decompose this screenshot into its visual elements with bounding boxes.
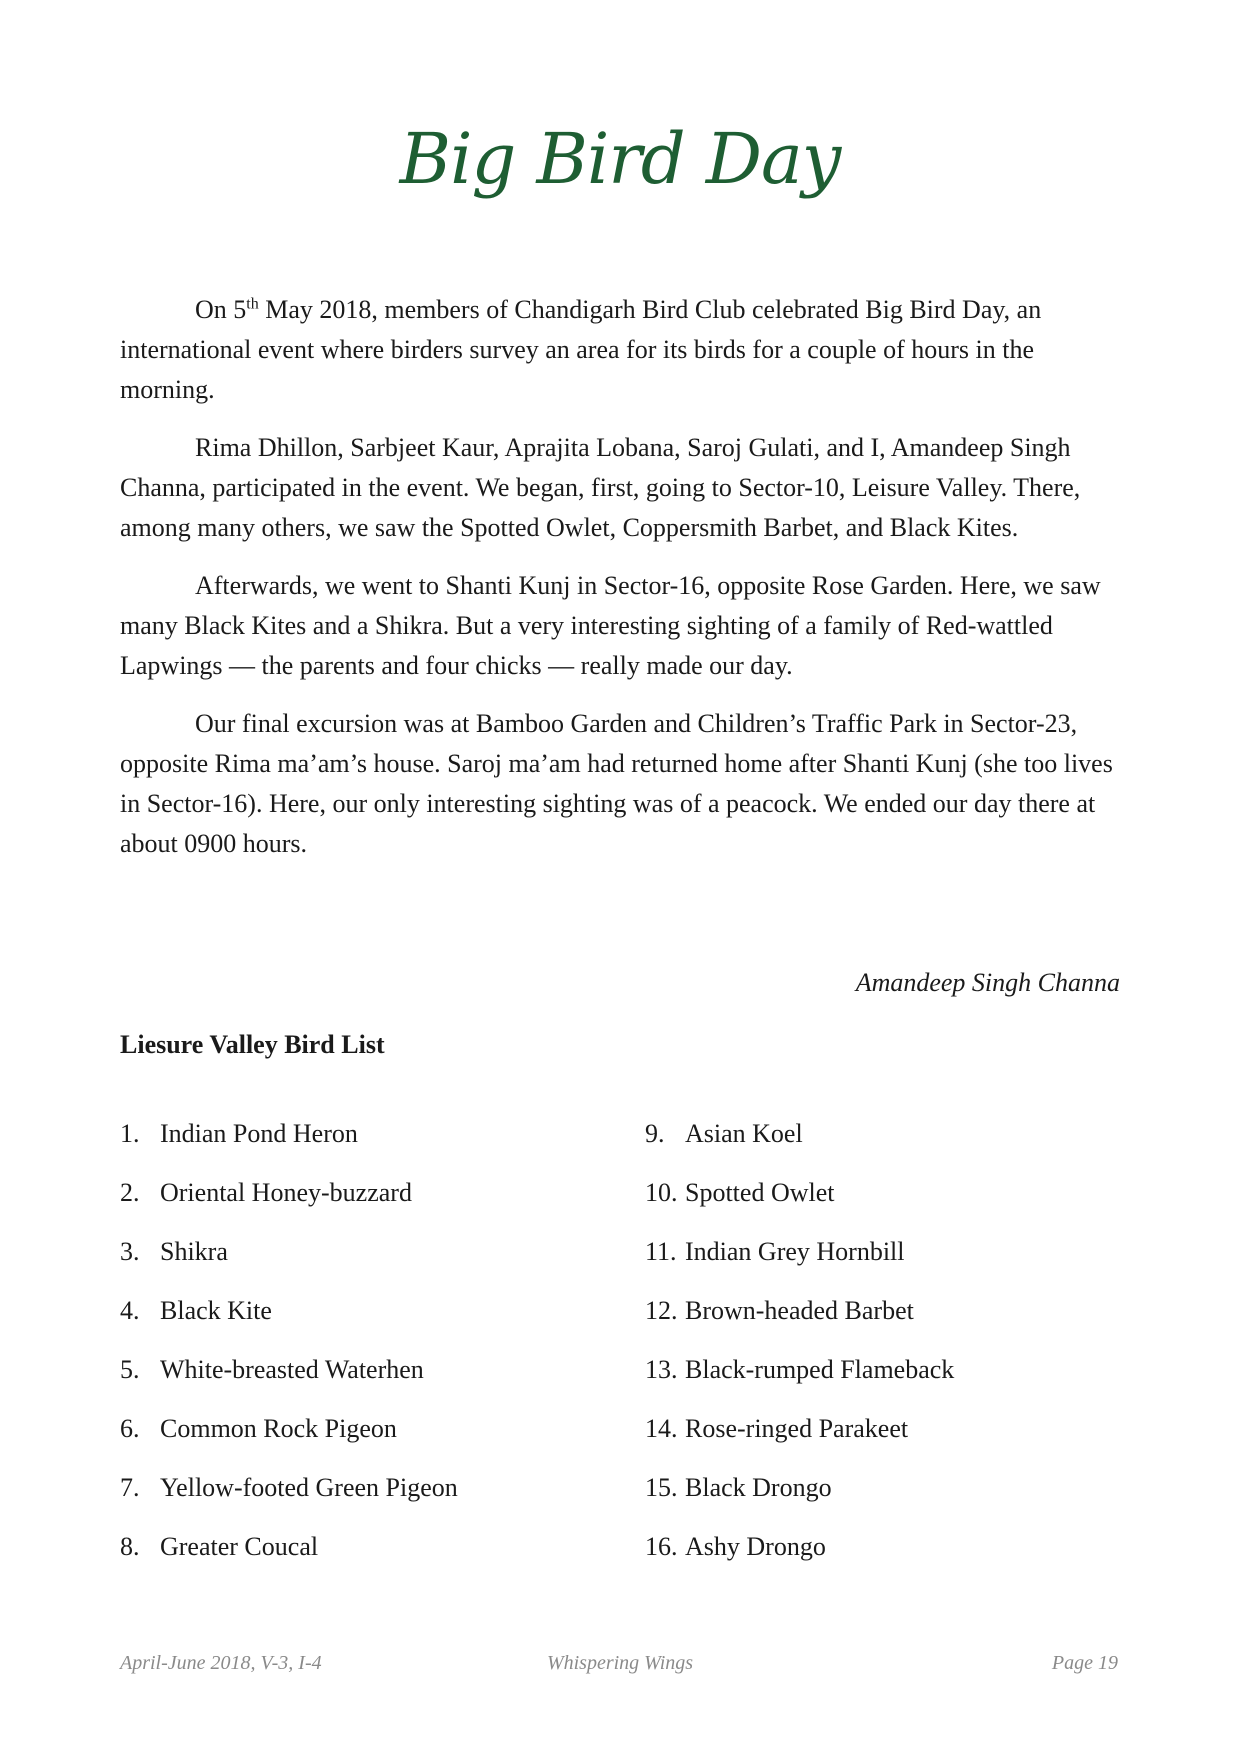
bird-list-left-column (120, 1114, 458, 1586)
list-item-name: Black Kite (160, 1296, 272, 1325)
list-item-name: Yellow-footed Green Pigeon (160, 1473, 458, 1502)
list-item-name: Common Rock Pigeon (160, 1414, 397, 1443)
list-item-number: 8. (120, 1532, 140, 1561)
list-item-number: 6. (120, 1414, 140, 1443)
list-item-name: Asian Koel (685, 1119, 803, 1148)
list-item (645, 1291, 954, 1350)
article-body (120, 290, 1120, 882)
list-item (120, 1114, 458, 1173)
list-item-number: 12. (645, 1296, 678, 1325)
list-item-name: Spotted Owlet (685, 1178, 835, 1207)
list-item-name: Ashy Drongo (685, 1532, 826, 1561)
paragraph-1 (120, 290, 1120, 410)
paragraph-1-start: On 5 (195, 295, 247, 324)
list-item (645, 1114, 954, 1173)
list-item-number: 1. (120, 1119, 140, 1148)
list-item-number: 9. (645, 1119, 665, 1148)
list-item (120, 1232, 458, 1291)
list-item-number: 5. (120, 1355, 140, 1384)
list-item-name: Greater Coucal (160, 1532, 319, 1561)
list-item (120, 1409, 458, 1468)
list-item (120, 1173, 458, 1232)
list-item-number: 4. (120, 1296, 140, 1325)
footer-page-number: Page 19 (1051, 1652, 1118, 1674)
paragraph-3: Afterwards, we went to Shanti Kunj in Sector-16, opposite Rose Garden. Here, we saw many Black Kites and a Shikra. But a very interesting sighting of a family of Red-wattled Lapwings — the parents and four chicks — really made our day. (120, 571, 1101, 680)
author-signature: Amandeep Singh Channa (855, 968, 1120, 997)
list-item (645, 1527, 954, 1586)
list-item-number: 10. (645, 1178, 678, 1207)
list-item-name: Oriental Honey-buzzard (160, 1178, 412, 1207)
list-item-number: 2. (120, 1178, 140, 1207)
list-item-name: Indian Pond Heron (160, 1119, 358, 1148)
list-item (120, 1527, 458, 1586)
ordinal-suffix: th (246, 295, 259, 313)
list-item-number: 14. (645, 1414, 678, 1443)
list-item (645, 1173, 954, 1232)
paragraph-1-rest: May 2018, members of Chandigarh Bird Club celebrated Big Bird Day, an international event where birders survey an area for its birds for a couple of hours in the morning. (120, 295, 1042, 404)
list-item-number: 7. (120, 1473, 140, 1502)
list-item-number: 16. (645, 1532, 678, 1561)
footer-issue: April-June 2018, V-3, I-4 (120, 1652, 322, 1674)
list-item (120, 1350, 458, 1409)
list-item-name: Indian Grey Hornbill (685, 1237, 905, 1266)
list-item-name: Black-rumped Flameback (685, 1355, 955, 1384)
page-title: Big Bird Day (399, 118, 841, 200)
list-item (120, 1468, 458, 1527)
list-item (645, 1468, 954, 1527)
list-item (120, 1291, 458, 1350)
list-item-number: 15. (645, 1473, 678, 1502)
list-item (645, 1409, 954, 1468)
list-item-number: 3. (120, 1237, 140, 1266)
list-item (645, 1232, 954, 1291)
bird-list-right-column (645, 1114, 954, 1586)
list-item-number: 13. (645, 1355, 678, 1384)
list-item-number: 11. (645, 1237, 677, 1266)
list-item-name: Shikra (160, 1237, 228, 1266)
list-item-name: Rose-ringed Parakeet (685, 1414, 909, 1443)
list-item-name: White-breasted Waterhen (160, 1355, 424, 1384)
footer-publication: Whispering Wings (546, 1652, 694, 1674)
list-item-name: Brown-headed Barbet (685, 1296, 914, 1325)
paragraph-4: Our final excursion was at Bamboo Garden and Children’s Traffic Park in Sector-23, opposite Rima ma’am’s house. Saroj ma’am had returned home after Shanti Kunj (she too lives in Sector-16). Here, our only interesting sighting was of a peacock. We ended our day there at about 0900 hours. (120, 709, 1113, 858)
list-item (645, 1350, 954, 1409)
bird-list-heading: Liesure Valley Bird List (120, 1030, 385, 1059)
paragraph-2: Rima Dhillon, Sarbjeet Kaur, Aprajita Lobana, Saroj Gulati, and I, Amandeep Singh Channa, participated in the event. We began, first, going to Sector-10, Leisure Valley. There, among many others, we saw the Spotted Owlet, Coppersmith Barbet, and Black Kites. (120, 433, 1081, 542)
list-item-name: Black Drongo (685, 1473, 832, 1502)
